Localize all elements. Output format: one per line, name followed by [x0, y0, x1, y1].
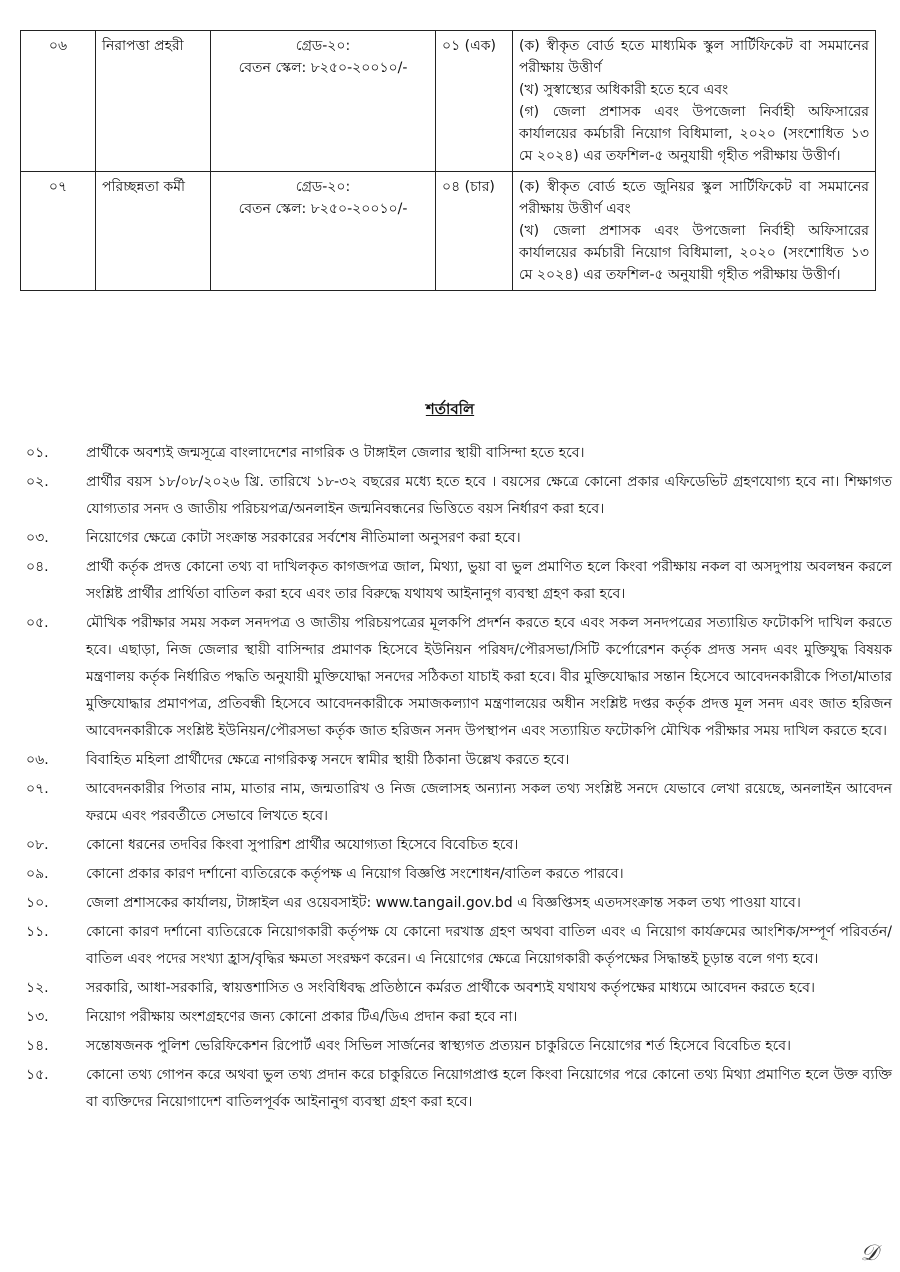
qualification-cell	[513, 31, 876, 172]
term-number: ০১.	[26, 445, 49, 461]
term-text: কোনো কারণ দর্শানো ব্যতিরেকে নিয়োগকারী কর্তৃপক্ষ যে কোনো দরখাস্ত গ্রহণ অথবা বাতিল এবং এ নিয়োগ কার্যক্রমের আংশিক/সম্পূর্ণ পরিবর্তন/বাতিল এবং পদের সংখ্যা হ্রাস/বৃদ্ধির ক্ষমতা সংরক্ষণ করেন। এ নিয়োগের ক্ষেত্রে নিয়োগকারী কর্তৃপক্ষের সিদ্ধান্তই চূড়ান্ত বলে গণ্য হবে।	[86, 924, 892, 967]
term-item	[20, 861, 892, 888]
term-item	[20, 554, 892, 608]
term-item	[20, 1033, 892, 1060]
term-text: নিয়োগের ক্ষেত্রে কোটা সংক্রান্ত সরকারের সর্বশেষ নীতিমালা অনুসরণ করা হবে।	[86, 530, 521, 546]
term-text: মৌখিক পরীক্ষার সময় সকল সনদপত্র ও জাতীয় পরিচয়পত্রের মূলকপি প্রদর্শন করতে হবে এবং সকল সনদপত্রের সত্যায়িত ফটোকপি দাখিল করতে হবে। এছাড়া, নিজ জেলার স্থায়ী বাসিন্দার প্রমাণক হিসেবে ইউনিয়ন পরিষদ/পৌরসভা/সিটি কর্পোরেশন কর্তৃক প্রদত্ত সনদ এবং মুক্তিযুদ্ধ বিষয়ক মন্ত্রণালয় কর্তৃক নির্ধারিত পদ্ধতি অনুযায়ী মুক্তিযোদ্ধা সনদের সঠিকতা যাচাই করা হবে। বীর মুক্তিযোদ্ধার সন্তান হিসেবে আবেদনকারীকে পিতা/মাতার মুক্তিযোদ্ধার প্রমাণপত্র, প্রতিবন্ধী হিসেবে আবেদনকারীকে সমাজকল্যাণ মন্ত্রণালয়ের অধীন সংশ্লিষ্ট দপ্তর কর্তৃক প্রদত্ত মূল সনদ এবং জাত হরিজন আবেদনকারীকে সংশ্লিষ্ট ইউনিয়ন/পৌরসভা কর্তৃক জাত হরিজন সনদ উপস্থাপন এবং সত্যায়িত ফটোকপি মৌখিক পরীক্ষার সময় দাখিল করতে হবে।	[86, 615, 892, 739]
qualification-item: (ক) স্বীকৃত বোর্ড হতে মাধ্যমিক স্কুল সার্টিফিকেট বা সমমানের পরীক্ষায় উত্তীর্ণ	[519, 38, 869, 76]
term-item	[20, 776, 892, 830]
term-item	[20, 1004, 892, 1031]
term-text: কোনো ধরনের তদবির কিংবা সুপারিশ প্রার্থীর অযোগ্যতা হিসেবে বিবেচিত হবে।	[86, 837, 519, 853]
grade-text: গ্রেড-২০:	[295, 38, 351, 54]
term-text: সরকারি, আধা-সরকারি, স্বায়ত্তশাসিত ও সংবিধিবদ্ধ প্রতিষ্ঠানে কর্মরত প্রার্থীকে অবশ্যই যথাযথ কর্তৃপক্ষের মাধ্যমে আবেদন করতে হবে।	[86, 980, 815, 996]
term-item	[20, 610, 892, 745]
term-number: ০৪.	[26, 559, 49, 575]
terms-list	[20, 440, 892, 1118]
term-item	[20, 975, 892, 1002]
serial-cell: ০৭	[21, 172, 96, 291]
term-text: জেলা প্রশাসকের কার্যালয়, টাঙ্গাইল এর ওয়েবসাইট: www.tangail.gov.bd এ বিজ্ঞপ্তিসহ এতদসংক্রান্ত সকল তথ্য পাওয়া যাবে।	[86, 895, 801, 911]
pay-scale-text: বেতন স্কেল: ৮২৫০-২০০১০/-	[238, 201, 408, 217]
qualification-item: (খ) সুস্বাস্থ্যের অধিকারী হতে হবে এবং	[519, 82, 729, 98]
term-number: ১২.	[26, 980, 49, 996]
qualification-item: (ক) স্বীকৃত বোর্ড হতে জুনিয়র স্কুল সার্টিফিকেট বা সমমানের পরীক্ষায় উত্তীর্ণ এবং	[519, 179, 869, 217]
term-item	[20, 832, 892, 859]
term-number: ০৯.	[26, 866, 49, 882]
term-number: ১৪.	[26, 1038, 49, 1054]
term-number: ১৩.	[26, 1009, 49, 1025]
grade-cell	[211, 31, 436, 172]
term-text: কোনো প্রকার কারণ দর্শানো ব্যতিরেকে কর্তৃপক্ষ এ নিয়োগ বিজ্ঞপ্তি সংশোধন/বাতিল করতে পারবে।	[86, 866, 624, 882]
term-text: প্রার্থী কর্তৃক প্রদত্ত কোনো তথ্য বা দাখিলকৃত কাগজপত্র জাল, মিথ্যা, ভুয়া বা ভুল প্রমাণিত হলে কিংবা পরীক্ষায় নকল বা অসদুপায় অবলম্বন করলে সংশ্লিষ্ট প্রার্থীর প্রার্থিতা বাতিল করা হবে এবং তার বিরুদ্ধে যথাযথ আইনানুগ ব্যবস্থা গ্রহণ করা হবে।	[86, 559, 892, 602]
term-text: সন্তোষজনক পুলিশ ভেরিফিকেশন রিপোর্ট এবং সিভিল সার্জনের স্বাস্থ্যগত প্রত্যয়ন চাকুরিতে নিয়োগের শর্ত হিসেবে বিবেচিত হবে।	[86, 1038, 791, 1054]
term-item	[20, 440, 892, 467]
term-number: ১১.	[26, 924, 49, 940]
term-item	[20, 469, 892, 523]
term-number: ১৫.	[26, 1067, 49, 1083]
term-item	[20, 919, 892, 973]
qualification-item: (গ) জেলা প্রশাসক এবং উপজেলা নির্বাহী অফিসারের কার্যালয়ের কর্মচারী নিয়োগ বিধিমালা, ২০২০ (সংশোধিত ১৩ মে ২০২৪) এর তফশিল-৫ অনুযায়ী গৃহীত পরীক্ষায় উত্তীর্ণ।	[519, 104, 869, 164]
term-text: নিয়োগ পরীক্ষায় অংশগ্রহণের জন্য কোনো প্রকার টিএ/ডিএ প্রদান করা হবে না।	[86, 1009, 518, 1025]
term-number: ০৬.	[26, 752, 49, 768]
table-row	[21, 172, 876, 291]
grade-text: গ্রেড-২০:	[295, 179, 351, 195]
term-text: আবেদনকারীর পিতার নাম, মাতার নাম, জন্মতারিখ ও নিজ জেলাসহ অন্যান্য সকল তথ্য সংশ্লিষ্ট সনদে যেভাবে লেখা রয়েছে, অনলাইন আবেদন ফরমে এবং পরবর্তীতে সেভাবে লিখতে হবে।	[86, 781, 892, 824]
term-item	[20, 747, 892, 774]
term-item	[20, 890, 892, 917]
term-text: প্রার্থীকে অবশ্যই জন্মসূত্রে বাংলাদেশের নাগরিক ও টাঙ্গাইল জেলার স্থায়ী বাসিন্দা হতে হবে।	[86, 445, 585, 461]
term-number: ০৮.	[26, 837, 49, 853]
grade-cell	[211, 172, 436, 291]
qualification-cell	[513, 172, 876, 291]
post-count-cell: ০৪ (চার)	[436, 172, 513, 291]
term-number: ১০.	[26, 895, 49, 911]
term-number: ০৩.	[26, 530, 49, 546]
term-text: বিবাহিত মহিলা প্রার্থীদের ক্ষেত্রে নাগরিকত্ব সনদে স্বামীর স্থায়ী ঠিকানা উল্লেখ করতে হবে।	[86, 752, 570, 768]
term-number: ০৭.	[26, 781, 49, 797]
term-number: ০২.	[26, 474, 49, 490]
term-number: ০৫.	[26, 615, 49, 631]
terms-heading: শর্তাবলি	[425, 400, 475, 418]
qualification-item: (খ) জেলা প্রশাসক এবং উপজেলা নির্বাহী অফিসারের কার্যালয়ের কর্মচারী নিয়োগ বিধিমালা, ২০২০ (সংশোধিত ১৩ মে ২০২৪) এর তফশিল-৫ অনুযায়ী গৃহীত পরীক্ষায় উত্তীর্ণ।	[519, 223, 869, 283]
post-cell: পরিচ্ছন্নতা কর্মী	[96, 172, 211, 291]
post-count-cell: ০১ (এক)	[436, 31, 513, 172]
term-item	[20, 525, 892, 552]
signature-mark: 𝒟	[860, 1241, 878, 1266]
post-cell: নিরাপত্তা প্রহরী	[96, 31, 211, 172]
table-row	[21, 31, 876, 172]
serial-cell: ০৬	[21, 31, 96, 172]
term-item	[20, 1062, 892, 1116]
term-text: প্রার্থীর বয়স ১৮/০৮/২০২৬ খ্রি. তারিখে ১৮-৩২ বছরের মধ্যে হতে হবে । বয়সের ক্ষেত্রে কোনো প্রকার এফিডেভিট গ্রহণযোগ্য হবে না। শিক্ষাগত যোগ্যতার সনদ ও জাতীয় পরিচয়পত্র/অনলাইন জন্মনিবন্ধনের ভিত্তিতে বয়স নির্ধারণ করা হবে।	[86, 474, 892, 517]
positions-table	[20, 30, 876, 291]
pay-scale-text: বেতন স্কেল: ৮২৫০-২০০১০/-	[238, 60, 408, 76]
term-text: কোনো তথ্য গোপন করে অথবা ভুল তথ্য প্রদান করে চাকুরিতে নিয়োগপ্রাপ্ত হলে কিংবা নিয়োগের পরে কোনো তথ্য মিথ্যা প্রমাণিত হলে উক্ত ব্যক্তি বা ব্যক্তিদের নিয়োগাদেশ বাতিলপূর্বক আইনানুগ ব্যবস্থা গ্রহণ করা হবে।	[86, 1067, 892, 1110]
